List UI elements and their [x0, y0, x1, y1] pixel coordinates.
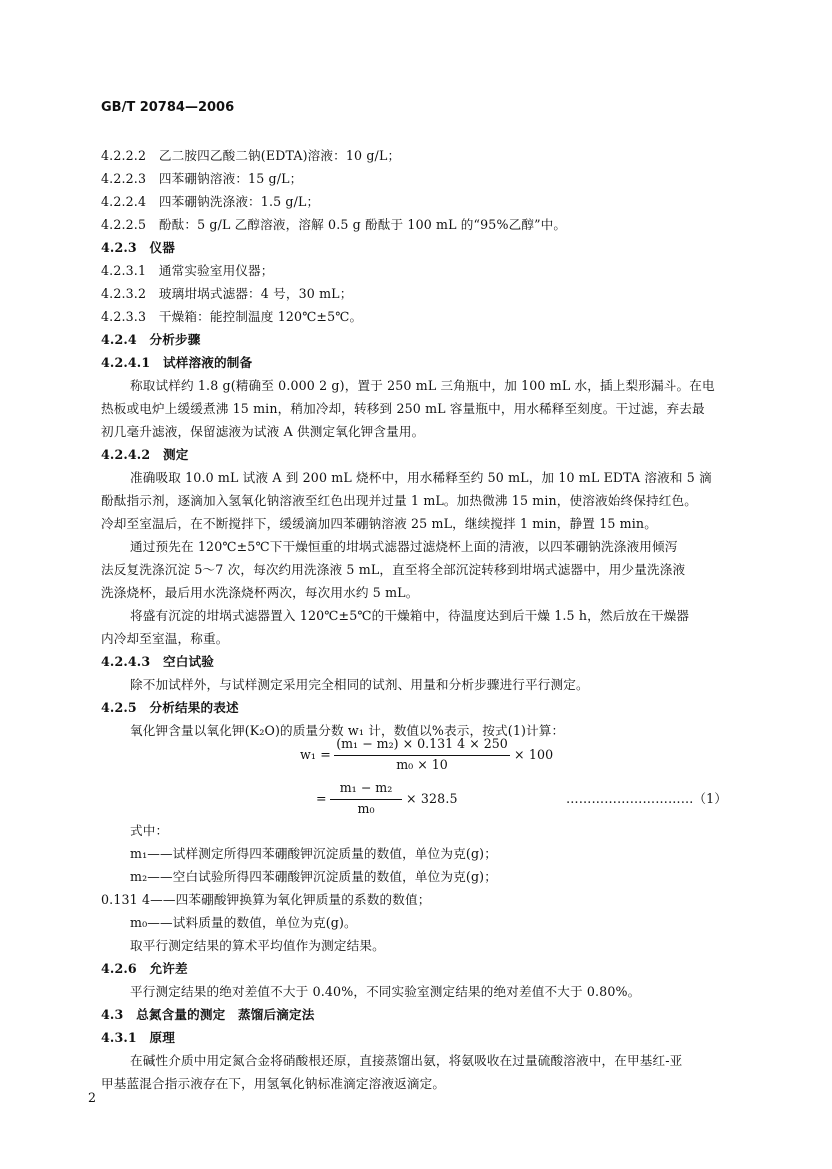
- formula-numerator-1: (m₁ − m₂) × 0.131 4 × 250: [336, 736, 508, 751]
- formula-lhs: w₁ =: [300, 747, 331, 762]
- text-line-l22: 内冷却至室温，称重。: [101, 631, 229, 646]
- text-line-l1: 4.2.2.2 乙二胺四乙酸二钠(EDTA)溶液：10 g/L；: [101, 148, 401, 163]
- text-line-l33: 4.2.6 允许差: [101, 961, 188, 976]
- text-line-l34: 平行测定结果的绝对差值不大于 0.40%，不同实验室测定结果的绝对差值不大于 0.80%。: [130, 984, 641, 999]
- text-line-l29: m₂——空白试验所得四苯硼酸钾沉淀质量的数值，单位为克(g)；: [130, 869, 497, 884]
- text-line-l4: 4.2.2.5 酚酞：5 g/L 乙醇溶液，溶解 0.5 g 酚酞于 100 mL 的“95%乙醇”中。: [101, 217, 567, 232]
- text-line-l9: 4.2.4 分析步骤: [101, 332, 201, 347]
- standard-number: GB/T 20784—2006: [101, 100, 235, 115]
- text-line-l28: m₁——试样测定所得四苯硼酸钾沉淀质量的数值，单位为克(g)；: [130, 846, 497, 861]
- text-line-l38: 甲基蓝混合指示液存在下，用氢氧化钠标准滴定溶液返滴定。: [101, 1076, 446, 1091]
- text-line-l37: 在碱性介质中用定氮合金将硝酸根还原，直接蒸馏出氨，将氨吸收在过量硫酸溶液中，在甲基红-亚: [130, 1053, 683, 1068]
- text-line-l3: 4.2.2.4 四苯硼钠洗涤液：1.5 g/L；: [101, 194, 320, 209]
- text-line-l24: 除不加试样外，与试样测定采用完全相同的试剂、用量和分析步骤进行平行测定。: [130, 677, 589, 692]
- text-line-l15: 准确吸取 10.0 mL 试液 A 到 200 mL 烧杯中，用水稀释至约 50 mL，加 10 mL EDTA 溶液和 5 滴: [130, 470, 712, 485]
- text-line-l12: 热板或电炉上缓缓煮沸 15 min，稍加冷却，转移到 250 mL 容量瓶中，用水稀释至刻度。干过滤，弃去最: [101, 401, 705, 416]
- text-line-l16: 酚酞指示剂，逐滴加入氢氧化钠溶液至红色出现并过量 1 mL。加热微沸 15 min，使溶液始终保持红色。: [101, 493, 697, 508]
- formula-tail-1: × 100: [514, 747, 554, 762]
- text-line-l7: 4.2.3.2 玻璃坩埚式滤器：4 号，30 mL；: [101, 286, 353, 301]
- text-line-l23: 4.2.4.3 空白试验: [101, 654, 214, 669]
- text-line-l30: 0.131 4——四苯硼酸钾换算为氧化钾质量的系数的数值；: [101, 892, 431, 907]
- text-line-l18: 通过预先在 120℃±5℃下干燥恒重的坩埚式滤器过滤烧杯上面的清液，以四苯硼钠洗涤液用倾泻: [130, 539, 678, 554]
- text-line-l19: 法反复洗涤沉淀 5～7 次，每次约用洗涤液 5 mL，直至将全部沉淀转移到坩埚式滤器中，用少量洗涤液: [101, 562, 686, 577]
- text-line-l11: 称取试样约 1.8 g(精确至 0.000 2 g)，置于 250 mL 三角瓶中，加 100 mL 水，插上梨形漏斗。在电: [130, 378, 715, 393]
- text-line-l13: 初几毫升滤液，保留滤液为试液 A 供测定氧化钾含量用。: [101, 424, 425, 439]
- text-line-l32: 取平行测定结果的算术平均值作为测定结果。: [130, 938, 385, 953]
- text-line-l17: 冷却至室温后，在不断搅拌下，缓缓滴加四苯硼钠溶液 25 mL，继续搅拌 1 min，静置 15 min。: [101, 516, 657, 531]
- text-line-l27: 式中：: [130, 823, 169, 838]
- formula-denominator-2: m₀: [357, 801, 375, 816]
- text-line-l26: 氧化钾含量以氧化钾(K₂O)的质量分数 w₁ 计，数值以%表示，按式(1)计算：: [130, 723, 565, 738]
- text-line-l21: 将盛有沉淀的坩埚式滤器置入 120℃±5℃的干燥箱中，待温度达到后干燥 1.5 h，然后放在干燥器: [130, 608, 690, 623]
- text-line-l2: 4.2.2.3 四苯硼钠溶液：15 g/L；: [101, 171, 303, 186]
- text-line-l14: 4.2.4.2 测定: [101, 447, 189, 462]
- formula-label: …………………………（1）: [566, 791, 728, 806]
- formula-tail-2: × 328.5: [406, 791, 458, 806]
- formula-denominator-1: m₀ × 10: [396, 757, 448, 772]
- text-line-l6: 4.2.3.1 通常实验室用仪器；: [101, 263, 274, 278]
- fraction-bar-2: [330, 799, 402, 800]
- fraction-bar-1: [334, 755, 510, 756]
- text-line-l10: 4.2.4.1 试样溶液的制备: [101, 355, 253, 370]
- page-number: 2: [88, 1090, 97, 1105]
- formula-eq-2: =: [316, 791, 327, 806]
- text-line-l31: m₀——试料质量的数值，单位为克(g)。: [130, 915, 357, 930]
- text-line-l5: 4.2.3 仪器: [101, 240, 176, 255]
- text-line-l36: 4.3.1 原理: [101, 1030, 176, 1045]
- formula-numerator-2: m₁ − m₂: [339, 780, 393, 795]
- text-line-l25: 4.2.5 分析结果的表述: [101, 700, 239, 715]
- text-line-l20: 洗涤烧杯，最后用水洗涤烧杯两次，每次用水约 5 mL。: [101, 585, 419, 600]
- text-line-l35: 4.3 总氮含量的测定 蒸馏后滴定法: [101, 1007, 315, 1022]
- text-line-l8: 4.2.3.3 干燥箱：能控制温度 120℃±5℃。: [101, 309, 363, 324]
